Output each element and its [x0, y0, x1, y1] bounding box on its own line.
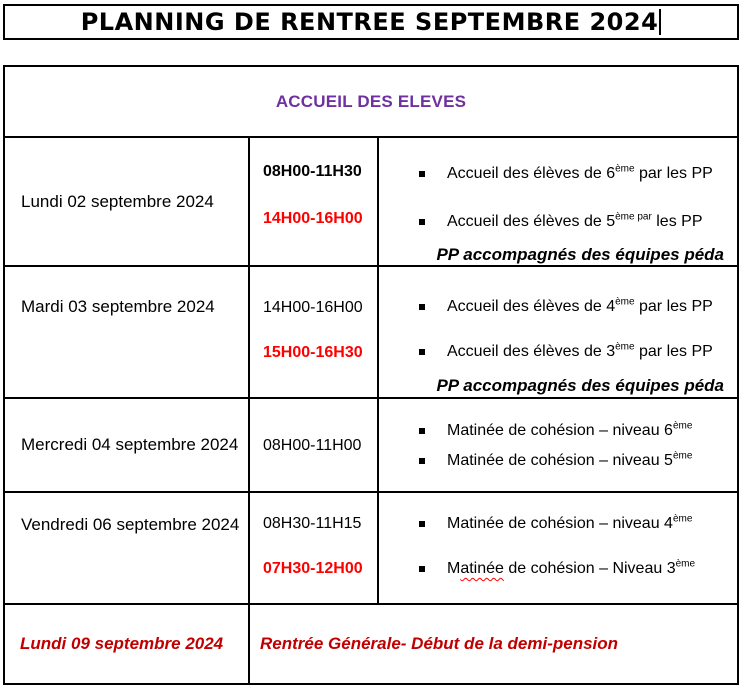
- title-box[interactable]: [3, 4, 739, 40]
- time-slot: 08H30-11H15: [263, 515, 362, 532]
- activity-cell-mardi-03: [379, 267, 737, 399]
- activity-text: Accueil des élèves de 6ème par les PP: [447, 163, 713, 182]
- table-header: [5, 67, 737, 138]
- footer-event-cell: [250, 605, 737, 683]
- square-bullet-icon: [419, 349, 425, 355]
- date-label: Vendredi 06 septembre 2024: [21, 515, 240, 534]
- time-cell-vendredi-06: [250, 493, 379, 605]
- activity-text: Accueil des élèves de $5^{ème par}$ les PP: [447, 211, 703, 230]
- square-bullet-icon: [419, 458, 425, 464]
- time-cell-mardi-03: [250, 267, 379, 399]
- activity-text: Accueil des élèves de 4ème par les PP: [447, 296, 713, 315]
- pp-note: PP accompagnés des équipes péda: [436, 376, 724, 395]
- date-label: Mardi 03 septembre 2024: [21, 297, 215, 316]
- activity-cell-vendredi-06: [379, 493, 737, 605]
- square-bullet-icon: [419, 521, 425, 527]
- square-bullet-icon: [419, 171, 425, 177]
- activity-text: Matinée de cohésion – niveau 6ème: [447, 420, 693, 439]
- activity-item: [379, 513, 737, 534]
- date-cell-mercredi-04: [5, 399, 250, 493]
- square-bullet-icon: [419, 566, 425, 572]
- time-slot: 08H00-11H30: [263, 163, 362, 180]
- spellcheck-squiggle: atinée: [460, 560, 504, 577]
- activity-item: [379, 163, 737, 184]
- square-bullet-icon: [419, 304, 425, 310]
- time-slot: 08H00-11H00: [263, 436, 362, 454]
- activity-item: [379, 450, 737, 471]
- activity-cell-lundi-02: [379, 138, 737, 267]
- footer-date-label: Lundi 09 septembre 2024: [20, 634, 224, 653]
- square-bullet-icon: [419, 428, 425, 434]
- activity-text: Matinée de cohésion – niveau 4ème: [447, 513, 693, 532]
- activity-item: [379, 341, 737, 362]
- date-cell-vendredi-06: [5, 493, 250, 605]
- activity-item: [379, 558, 737, 579]
- schedule-table: [3, 65, 739, 685]
- activity-item: [379, 420, 737, 441]
- activity-text: Accueil des élèves de 3ème par les PP: [447, 341, 713, 360]
- footer-event-label: Rentrée Générale- Début de la demi-pension: [260, 634, 619, 653]
- activity-text: Matinée de cohésion – Niveau 3ème: [447, 558, 696, 577]
- time-cell-lundi-02: [250, 138, 379, 267]
- time-slot-modified: 15H00-16H30: [263, 344, 363, 361]
- activity-item: [379, 211, 737, 232]
- activity-item: [379, 296, 737, 317]
- activity-cell-mercredi-04: [379, 399, 737, 493]
- table-header-label: ACCUEIL DES ELEVES: [275, 91, 467, 111]
- footer-date-cell: [5, 605, 250, 683]
- text-cursor: [659, 9, 661, 35]
- time-slot: 14H00-16H00: [263, 299, 363, 316]
- time-slot-modified: 07H30-12H00: [263, 560, 363, 577]
- time-cell-mercredi-04: [250, 399, 379, 493]
- square-bullet-icon: [419, 219, 425, 225]
- page-title: PLANNING DE RENTREE SEPTEMBRE 2024: [80, 8, 659, 36]
- date-label: Lundi 02 septembre 2024: [21, 191, 214, 211]
- date-cell-mardi-03: [5, 267, 250, 399]
- time-slot-modified: 14H00-16H00: [263, 210, 363, 227]
- activity-text: Matinée de cohésion – niveau 5ème: [447, 450, 693, 469]
- pp-note: PP accompagnés des équipes péda: [436, 245, 724, 264]
- date-cell-lundi-02: [5, 138, 250, 267]
- date-label: Mercredi 04 septembre 2024: [21, 435, 239, 454]
